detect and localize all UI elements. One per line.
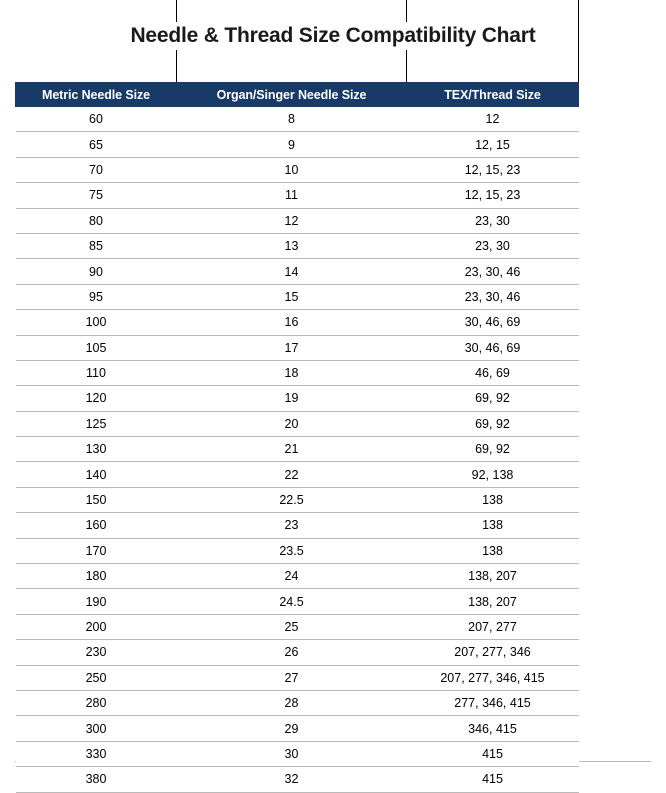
table-cell-spacer [579, 589, 652, 614]
table-cell: 29 [177, 716, 407, 741]
table-cell-spacer [579, 310, 652, 335]
table-cell-spacer [579, 107, 652, 132]
table-row [16, 589, 652, 614]
table-cell: 92, 138 [407, 462, 579, 487]
table-cell: 130 [16, 437, 177, 462]
table-cell: 28 [177, 690, 407, 715]
table-row [16, 259, 652, 284]
table-cell: 19 [177, 386, 407, 411]
table-cell: 300 [16, 716, 177, 741]
table-cell: 8 [177, 107, 407, 132]
table-cell: 207, 277, 346 [407, 640, 579, 665]
table-cell-spacer [579, 690, 652, 715]
table-cell: 415 [407, 767, 579, 792]
table-cell-spacer [579, 538, 652, 563]
table-cell: 69, 92 [407, 411, 579, 436]
table-cell-spacer [579, 183, 652, 208]
table-row [16, 487, 652, 512]
table-cell-spacer [579, 487, 652, 512]
table-cell: 60 [16, 107, 177, 132]
table-cell: 200 [16, 614, 177, 639]
needle-thread-table [15, 82, 652, 793]
table-cell: 138 [407, 538, 579, 563]
table-cell: 14 [177, 259, 407, 284]
table-cell: 138, 207 [407, 564, 579, 589]
table-cell: 140 [16, 462, 177, 487]
table-cell: 65 [16, 132, 177, 157]
table-cell: 12 [177, 208, 407, 233]
table-cell: 23, 30 [407, 208, 579, 233]
table-cell: 23.5 [177, 538, 407, 563]
table-cell: 20 [177, 411, 407, 436]
table-cell-spacer [579, 462, 652, 487]
table-cell: 150 [16, 487, 177, 512]
table-cell-spacer [579, 437, 652, 462]
table-cell: 13 [177, 233, 407, 258]
table-cell-spacer [579, 564, 652, 589]
table-row [16, 360, 652, 385]
table-cell: 138 [407, 487, 579, 512]
table-cell: 23, 30 [407, 233, 579, 258]
page-title-container [0, 22, 666, 50]
table-cell: 23 [177, 513, 407, 538]
table-cell: 12, 15 [407, 132, 579, 157]
needle-thread-table-container [15, 82, 651, 793]
column-header-metric-needle-size: Metric Needle Size [16, 83, 177, 107]
table-cell: 207, 277 [407, 614, 579, 639]
table-cell: 110 [16, 360, 177, 385]
table-cell: 27 [177, 665, 407, 690]
table-cell: 22.5 [177, 487, 407, 512]
table-cell: 32 [177, 767, 407, 792]
table-row [16, 411, 652, 436]
table-cell: 180 [16, 564, 177, 589]
page-title: Needle & Thread Size Compatibility Chart [124, 22, 541, 50]
table-cell: 22 [177, 462, 407, 487]
table-cell: 125 [16, 411, 177, 436]
table-cell: 46, 69 [407, 360, 579, 385]
table-cell-spacer [579, 208, 652, 233]
table-cell-spacer [579, 259, 652, 284]
table-cell: 16 [177, 310, 407, 335]
table-cell: 12, 15, 23 [407, 157, 579, 182]
table-cell: 80 [16, 208, 177, 233]
table-header-row [16, 83, 652, 107]
table-row [16, 183, 652, 208]
table-cell: 24.5 [177, 589, 407, 614]
table-cell: 30, 46, 69 [407, 310, 579, 335]
table-cell-spacer [579, 360, 652, 385]
table-cell-spacer [579, 614, 652, 639]
table-cell: 12, 15, 23 [407, 183, 579, 208]
table-row [16, 640, 652, 665]
table-row [16, 462, 652, 487]
table-cell: 12 [407, 107, 579, 132]
table-cell: 23, 30, 46 [407, 284, 579, 309]
table-cell: 18 [177, 360, 407, 385]
table-row [16, 335, 652, 360]
table-row [16, 437, 652, 462]
table-cell: 11 [177, 183, 407, 208]
table-cell: 100 [16, 310, 177, 335]
table-row [16, 208, 652, 233]
column-header-tex-thread-size: TEX/Thread Size [407, 83, 579, 107]
table-cell: 24 [177, 564, 407, 589]
column-header-spacer [579, 83, 652, 107]
table-cell: 17 [177, 335, 407, 360]
table-cell-spacer [579, 665, 652, 690]
table-cell: 346, 415 [407, 716, 579, 741]
table-cell: 21 [177, 437, 407, 462]
table-cell: 69, 92 [407, 437, 579, 462]
table-cell: 90 [16, 259, 177, 284]
table-cell: 160 [16, 513, 177, 538]
table-header [16, 83, 652, 107]
table-cell-spacer [579, 335, 652, 360]
table-row [16, 564, 652, 589]
table-row [16, 614, 652, 639]
table-cell: 30 [177, 741, 407, 766]
table-cell: 170 [16, 538, 177, 563]
table-cell-spacer [579, 411, 652, 436]
table-cell-spacer [579, 741, 652, 766]
table-row [16, 107, 652, 132]
table-cell: 10 [177, 157, 407, 182]
table-cell-spacer [579, 157, 652, 182]
table-row [16, 513, 652, 538]
table-cell: 415 [407, 741, 579, 766]
table-row [16, 310, 652, 335]
table-row [16, 233, 652, 258]
table-row [16, 132, 652, 157]
table-cell: 330 [16, 741, 177, 766]
table-cell: 15 [177, 284, 407, 309]
table-cell: 26 [177, 640, 407, 665]
table-cell: 190 [16, 589, 177, 614]
table-cell: 250 [16, 665, 177, 690]
table-cell: 105 [16, 335, 177, 360]
table-cell-spacer [579, 767, 652, 792]
table-cell: 120 [16, 386, 177, 411]
table-cell: 277, 346, 415 [407, 690, 579, 715]
table-body [16, 107, 652, 793]
table-cell-spacer [579, 716, 652, 741]
table-row [16, 386, 652, 411]
table-row [16, 284, 652, 309]
table-cell: 23, 30, 46 [407, 259, 579, 284]
table-cell: 207, 277, 346, 415 [407, 665, 579, 690]
table-cell: 280 [16, 690, 177, 715]
table-cell-spacer [579, 640, 652, 665]
table-row [16, 690, 652, 715]
table-cell: 380 [16, 767, 177, 792]
column-header-organ-singer-needle-size: Organ/Singer Needle Size [177, 83, 407, 107]
table-cell-spacer [579, 284, 652, 309]
table-cell: 30, 46, 69 [407, 335, 579, 360]
table-cell: 95 [16, 284, 177, 309]
table-cell: 70 [16, 157, 177, 182]
table-cell: 9 [177, 132, 407, 157]
table-row [16, 157, 652, 182]
table-cell: 85 [16, 233, 177, 258]
table-cell: 230 [16, 640, 177, 665]
table-cell-spacer [579, 132, 652, 157]
table-cell-spacer [579, 233, 652, 258]
table-cell: 138, 207 [407, 589, 579, 614]
table-cell: 138 [407, 513, 579, 538]
table-row [16, 665, 652, 690]
table-row [16, 741, 652, 766]
table-cell: 25 [177, 614, 407, 639]
table-cell-spacer [579, 386, 652, 411]
table-cell: 69, 92 [407, 386, 579, 411]
table-row [16, 538, 652, 563]
table-row [16, 767, 652, 792]
table-cell-spacer [579, 513, 652, 538]
table-cell: 75 [16, 183, 177, 208]
table-row [16, 716, 652, 741]
